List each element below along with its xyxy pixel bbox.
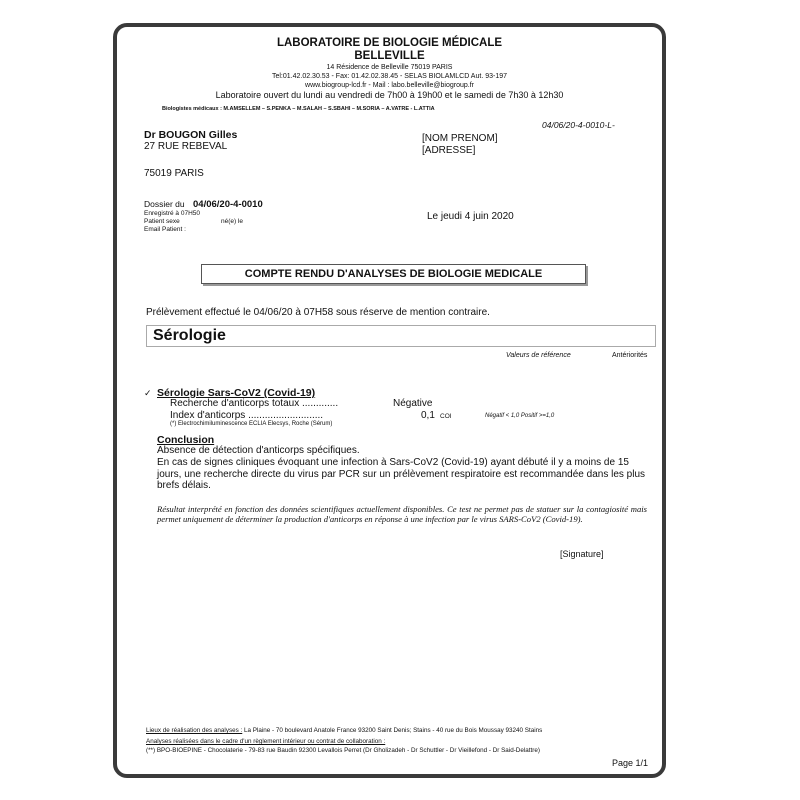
patient-sex: Patient sexe bbox=[144, 218, 180, 225]
page-number: Page 1/1 bbox=[612, 758, 649, 768]
column-reference-values: Valeurs de référence bbox=[506, 352, 571, 359]
lab-contact: Tel:01.42.02.30.53 - Fax: 01.42.02.38.45 - SELAS BIOLAMLCD Aut. 93-197 bbox=[271, 73, 508, 80]
biologists: Biologistes médicaux : M.AMSELLEM – S.PENKA – M.SALAH – S.SBAHI – M.SORIA – A.VATRE - L.ATTIA bbox=[162, 106, 435, 112]
lab-hours: Laboratoire ouvert du lundi au vendredi de 7h00 à 19h00 et le samedi de 7h30 à 12h30 bbox=[215, 90, 564, 100]
interpretation-note: Résultat interprété en fonction des données scientifiques actuellement disponibles. Ce test ne permet pas de statuer sur la contagiosité mais permet uniquement de déterminer la production d'anticorps en réponse à une infection par le virus SARS-CoV2 (Covid-19). bbox=[157, 504, 647, 524]
section-title: Sérologie bbox=[153, 327, 226, 344]
antibody-index-label: Index d'anticorps ........................... bbox=[170, 410, 324, 421]
check-icon: ✓ bbox=[144, 388, 152, 398]
patient-birth: né(e) le bbox=[221, 218, 244, 225]
antibody-index-reference: Négatif < 1,0 Positif >=1,0 bbox=[485, 413, 555, 419]
report-title: COMPTE RENDU D'ANALYSES DE BIOLOGIE MEDICALE bbox=[201, 264, 586, 284]
signature-placeholder: [Signature] bbox=[560, 549, 604, 559]
section-header bbox=[146, 325, 656, 347]
doctor-city: 75019 PARIS bbox=[144, 168, 204, 179]
antibody-index-unit: COI bbox=[440, 413, 452, 420]
footer-sites-text: La Plaine - 70 boulevard Anatole France 93200 Saint Denis; Stains - 40 rue du Bois Moussay 93240 Stains bbox=[244, 727, 543, 734]
doctor-street: 27 RUE REBEVAL bbox=[144, 141, 228, 152]
report-date: Le jeudi 4 juin 2020 bbox=[427, 211, 514, 222]
conclusion-recommendation: En cas de signes cliniques évoquant une infection à Sars-CoV2 (Covid-19) ayant débuté il y a moins de 15 jours, une recherche directe du virus par PCR sur un prélèvement respiratoire est recommandée dans les plus brefs délais. bbox=[157, 457, 646, 491]
doctor-name: Dr BOUGON Gilles bbox=[144, 129, 238, 141]
dossier-line bbox=[144, 199, 263, 210]
test-title: Sérologie Sars-CoV2 (Covid-19) bbox=[157, 387, 316, 399]
footer-collab: (**) BPO-BIOEPINE - Chocolaterie - 79-83 rue Baudin 92300 Levallois Perret (Dr Gholizadeh - Dr Schuttler - Dr Vieillefond - Dr Said-Delattre) bbox=[146, 747, 540, 754]
antibody-search-value: Négative bbox=[393, 398, 433, 409]
patient-name-placeholder: [NOM PRENOM] bbox=[422, 133, 498, 144]
method-note: (*) Electrochimiluminescence ECLIA Elecsys, Roche (Sérum) bbox=[170, 421, 333, 427]
dossier-label: Dossier du bbox=[144, 199, 185, 209]
lab-web: www.biogroup-lcd.fr - Mail : labo.belleville@biogroup.fr bbox=[305, 82, 474, 89]
conclusion-line-1: Absence de détection d'anticorps spécifiques. bbox=[157, 445, 360, 456]
patient-email: Email Patient : bbox=[144, 226, 186, 233]
footer-sites-label: Lieux de réalisation des analyses : bbox=[146, 727, 243, 734]
conclusion-title: Conclusion bbox=[157, 434, 215, 446]
sample-info: Prélèvement effectué le 04/06/20 à 07H58 sous réserve de mention contraire. bbox=[146, 307, 490, 318]
antibody-search-label: Recherche d'anticorps totaux ............. bbox=[170, 398, 339, 409]
patient-address-placeholder: [ADRESSE] bbox=[422, 145, 476, 156]
lab-address: 14 Résidence de Belleville 75019 PARIS bbox=[326, 64, 453, 71]
footer-sites bbox=[146, 727, 542, 734]
dossier-number: 04/06/20-4-0010 bbox=[193, 199, 263, 210]
lab-name: LABORATOIRE DE BIOLOGIE MÉDICALE bbox=[276, 37, 503, 49]
lab-subname: BELLEVILLE bbox=[354, 50, 425, 62]
report-page bbox=[113, 23, 666, 778]
reference-number: 04/06/20-4-0010-L- bbox=[542, 120, 615, 130]
footer-collab-label: Analyses réalisées dans le cadre d'un règlement intérieur ou contrat de collaboration : bbox=[146, 738, 386, 745]
column-previous-results: Antériorités bbox=[612, 352, 648, 359]
registered-time: Enregistré à 07H50 bbox=[144, 210, 201, 217]
antibody-index-value: 0,1 bbox=[421, 410, 435, 421]
